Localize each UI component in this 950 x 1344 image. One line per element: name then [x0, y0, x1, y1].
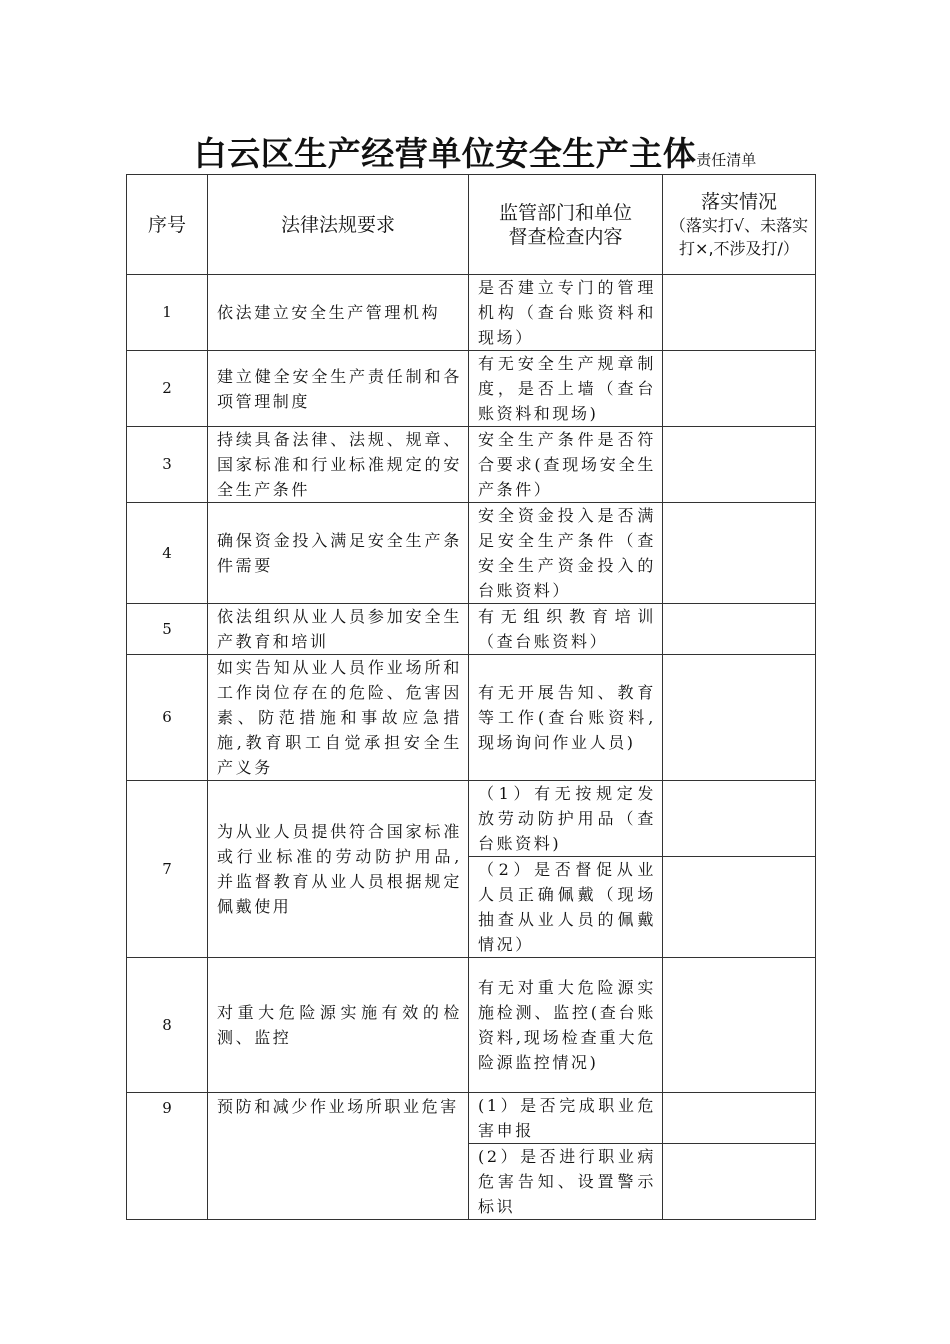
row-check: (1）是否完成职业危害申报	[469, 1093, 663, 1144]
header-impl-title: 落实情况	[700, 190, 777, 213]
row-requirement: 确保资金投入满足安全生产条件需要	[208, 503, 469, 604]
header-dept-line1: 监管部门和单位	[498, 201, 632, 224]
table-row	[127, 503, 816, 604]
table-row	[127, 655, 816, 781]
row-check: 是否建立专门的管理机构（查台账资料和现场）	[469, 275, 663, 351]
row-check: 有无对重大危险源实施检测、监控(查台账资料,现场检查重大危险源监控情况)	[469, 958, 663, 1093]
table-header-row	[127, 175, 816, 275]
row-check: 有无开展告知、教育等工作(查台账资料,现场询问作业人员)	[469, 655, 663, 781]
table-row	[127, 351, 816, 427]
header-seq: 序号	[127, 175, 208, 275]
row-result-cell[interactable]	[663, 275, 816, 351]
row-requirement: 建立健全安全生产责任制和各项管理制度	[208, 351, 469, 427]
table-row	[127, 275, 816, 351]
row-seq: 3	[127, 427, 208, 503]
row-seq: 5	[127, 604, 208, 655]
row-seq: 8	[127, 958, 208, 1093]
row-result-cell[interactable]	[663, 781, 816, 857]
row-requirement: 预防和减少作业场所职业危害	[208, 1093, 469, 1220]
row-requirement: 如实告知从业人员作业场所和工作岗位存在的危险、危害因素、防范措施和事故应急措施,教育职工自觉承担安全生产义务	[208, 655, 469, 781]
table-row	[127, 427, 816, 503]
row-seq: 4	[127, 503, 208, 604]
row-check: 有无安全生产规章制度，是否上墙（查台账资料和现场)	[469, 351, 663, 427]
row-requirement: 依法建立安全生产管理机构	[208, 275, 469, 351]
row-result-cell[interactable]	[663, 351, 816, 427]
row-result-cell[interactable]	[663, 857, 816, 958]
row-seq: 6	[127, 655, 208, 781]
row-seq: 1	[127, 275, 208, 351]
table-row	[127, 958, 816, 1093]
title-sub: 责任清单	[696, 151, 757, 169]
row-result-cell[interactable]	[663, 1144, 816, 1220]
row-result-cell[interactable]	[663, 958, 816, 1093]
row-requirement: 对重大危险源实施有效的检测、监控	[208, 958, 469, 1093]
row-requirement: 持续具备法律、法规、规章、国家标准和行业标准规定的安全生产条件	[208, 427, 469, 503]
row-result-cell[interactable]	[663, 604, 816, 655]
header-dept-line2: 督查检查内容	[508, 225, 623, 248]
header-impl-note: （落实打√、未落实打×,不涉及打/）	[669, 215, 809, 258]
table-row	[127, 604, 816, 655]
row-result-cell[interactable]	[663, 1093, 816, 1144]
row-check: 有无组织教育培训（查台账资料）	[469, 604, 663, 655]
row-seq: 7	[127, 781, 208, 958]
header-law: 法律法规要求	[208, 175, 469, 275]
row-check: 安全资金投入是否满足安全生产条件（查安全生产资金投入的台账资料）	[469, 503, 663, 604]
row-result-cell[interactable]	[663, 427, 816, 503]
responsibility-table	[126, 174, 816, 1220]
document-title	[0, 128, 950, 175]
row-requirement: 依法组织从业人员参加安全生产教育和培训	[208, 604, 469, 655]
row-check: （1）有无按规定发放劳动防护用品（查台账资料)	[469, 781, 663, 857]
row-check: （2）是否督促从业人员正确佩戴（现场抽查从业人员的佩戴情况）	[469, 857, 663, 958]
row-result-cell[interactable]	[663, 655, 816, 781]
header-implementation	[663, 175, 816, 275]
row-check: (2）是否进行职业病危害告知、设置警示标识	[469, 1144, 663, 1220]
row-requirement: 为从业人员提供符合国家标准或行业标准的劳动防护用品,并监督教育从业人员根据规定佩戴使用	[208, 781, 469, 958]
title-main: 白云区生产经营单位安全生产主体	[193, 134, 697, 173]
row-result-cell[interactable]	[663, 503, 816, 604]
row-seq: 2	[127, 351, 208, 427]
table-row	[127, 781, 816, 857]
table-row	[127, 1093, 816, 1144]
row-check: 安全生产条件是否符合要求(查现场安全生产条件）	[469, 427, 663, 503]
row-seq: 9	[127, 1093, 208, 1220]
header-dept	[469, 175, 663, 275]
